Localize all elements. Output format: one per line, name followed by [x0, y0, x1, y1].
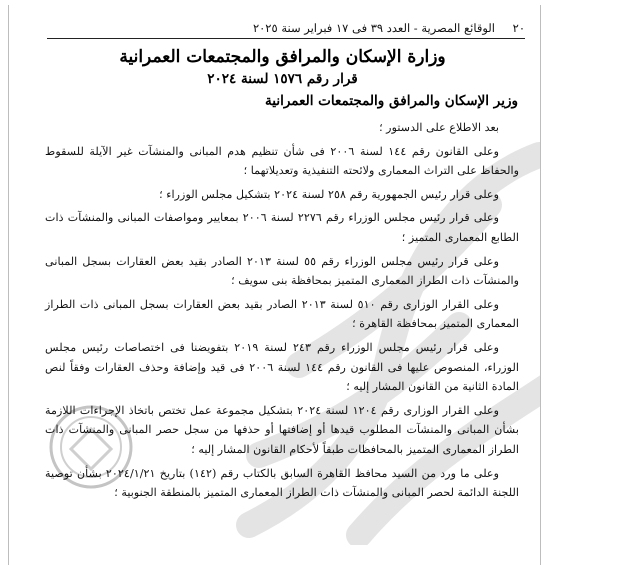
paragraph: وعلى القانون رقم ١٤٤ لسنة ٢٠٠٦ فى شأن تنظيم هدم المبانى والمنشآت غير الآيلة للسقوط والحفاظ على التراث المعمارى ولائحته التنفيذية وتعديلاتهما ؛	[45, 144, 519, 178]
paragraph: وعلى قرار رئيس مجلس الوزراء رقم ٢٤٣ لسنة ٢٠١٩ بتفويضنا فى اختصاصات رئيس مجلس الوزراء، المنصوص عليها فى القانون رقم ١٤٤ لسنة ٢٠٠٦ فى قيد وإضافة وحذف العقارات وفقاً لنص المادة الثانية من القانون المشار إليه ؛	[45, 340, 519, 394]
page-header	[45, 21, 525, 39]
paragraph: وعلى قرار رئيس مجلس الوزراء رقم ٥٥ لسنة ٢٠١٣ الصادر بقيد بعض العقارات بسجل المبانى والمنشآت ذات الطراز المعمارى المتميز بمحافظة بنى سويف ؛	[45, 254, 519, 288]
paragraph: وعلى قرار رئيس الجمهورية رقم ٢٥٨ لسنة ٢٠٢٤ بتشكيل مجلس الوزراء ؛	[159, 187, 499, 201]
paragraph: وعلى القرار الوزارى رقم ١٢٠٤ لسنة ٢٠٢٤ بتشكيل مجموعة عمل تختص باتخاذ الإجراءات اللازمة بشأن المبانى والمنشآت المطلوب قيدها أو إضافتها أو حذفها من سجل حصر المبانى والمنشآت ذات الطراز المعمارى المتميز بالمحافظات طبقاً لأحكام القانون المشار إليه ؛	[45, 403, 519, 456]
ministry-title: وزارة الإسكان والمرافق والمجتمعات العمرانية	[119, 47, 446, 67]
journal-issue-line: الوقائع المصرية - العدد ٣٩ فى ١٧ فبراير سنة ٢٠٢٥	[252, 21, 495, 35]
signatory-heading: وزير الإسكان والمرافق والمجتمعات العمرانية	[265, 93, 518, 109]
decree-body	[45, 118, 519, 507]
paragraph: وعلى القرار الوزارى رقم ٥١٠ لسنة ٢٠١٣ الصادر بقيد بعض العقارات بسجل المبانى ذات الطراز المعمارى المتميز بمحافظة القاهرة ؛	[45, 297, 519, 331]
paragraph: وعلى قرار رئيس مجلس الوزراء رقم ٢٢٧٦ لسنة ٢٠٠٦ بمعايير ومواصفات المبانى والمنشآت ذات الطابع المعمارى المتميز ؛	[45, 211, 519, 244]
document-page	[8, 5, 541, 565]
page-number: ٢٠	[512, 21, 525, 35]
decree-number: قرار رقم ١٥٧٦ لسنة ٢٠٢٤	[207, 71, 358, 87]
header-divider	[47, 38, 525, 39]
paragraph: بعد الاطلاع على الدستور ؛	[379, 121, 499, 134]
viewer-scrollbar[interactable]	[604, 0, 620, 560]
paragraph: وعلى ما ورد من السيد محافظ القاهرة السابق بالكتاب رقم (١٤٢) بتاريخ ٢٠٢٤/١/٢١ بشأن توصية اللجنة الدائمة لحصر المبانى والمنشآت ذات الطراز المعمارى المتميز بالمنطقة الجنوبية ؛	[45, 466, 519, 500]
